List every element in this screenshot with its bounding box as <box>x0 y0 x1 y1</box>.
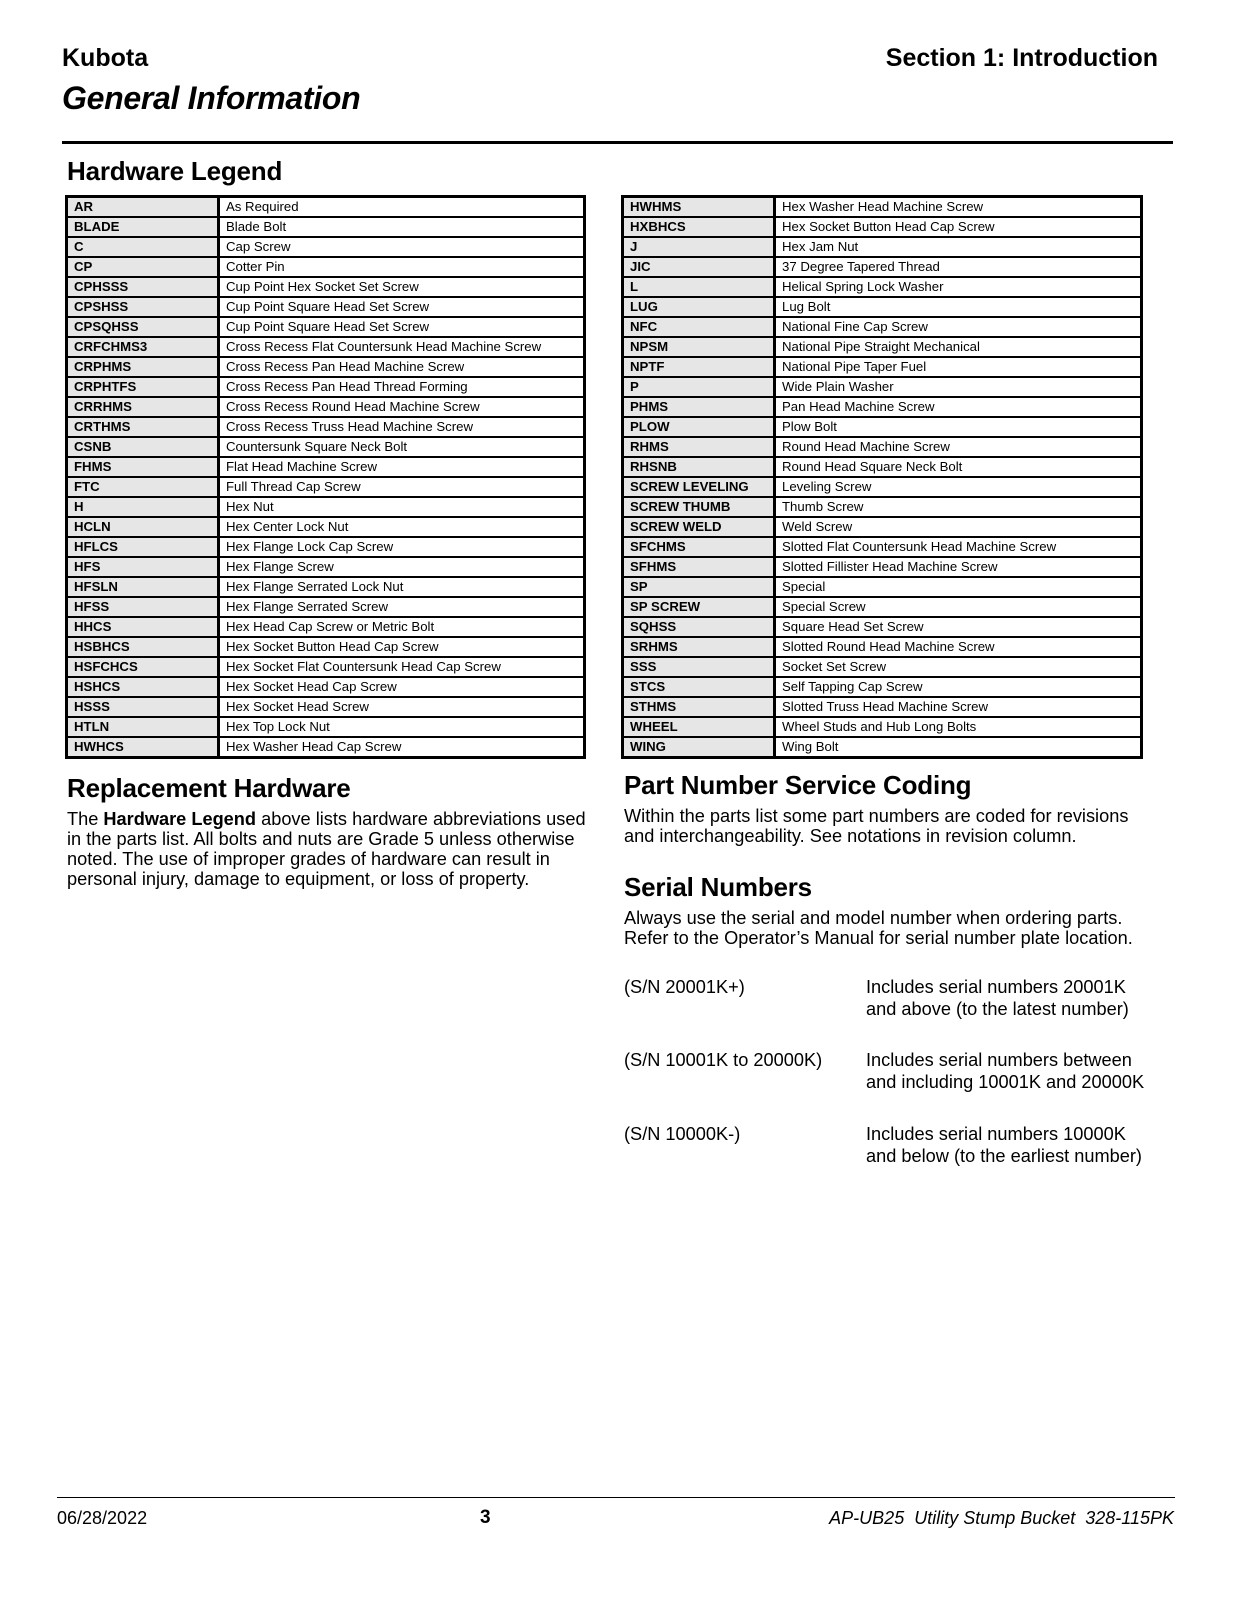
legend-row <box>67 417 585 437</box>
legend-abbreviation: NPSM <box>623 337 775 357</box>
serial-range: (S/N 10000K-) <box>624 1124 741 1144</box>
legend-description: Hex Center Lock Nut <box>219 517 585 537</box>
legend-row <box>67 237 585 257</box>
legend-abbreviation: HFS <box>67 557 219 577</box>
legend-description: Cap Screw <box>219 237 585 257</box>
legend-description: Flat Head Machine Screw <box>219 457 585 477</box>
legend-row <box>623 557 1142 577</box>
legend-row <box>623 697 1142 717</box>
legend-description: 37 Degree Tapered Thread <box>775 257 1142 277</box>
legend-row <box>623 457 1142 477</box>
legend-row <box>623 277 1142 297</box>
serial-description: Includes serial numbers between and including 10001K and 20000K <box>866 1050 1145 1092</box>
legend-abbreviation: HFSLN <box>67 577 219 597</box>
part-number-coding-text: Within the parts list some part numbers are coded for revisions and interchangeability. See notations in revision column. <box>624 806 1129 846</box>
legend-row <box>623 657 1142 677</box>
header-divider <box>62 141 1173 144</box>
legend-description: Hex Flange Lock Cap Screw <box>219 537 585 557</box>
legend-abbreviation: LUG <box>623 297 775 317</box>
legend-abbreviation: P <box>623 377 775 397</box>
hardware-legend-table-right <box>621 195 1143 759</box>
legend-row <box>67 657 585 677</box>
legend-description: Self Tapping Cap Screw <box>775 677 1142 697</box>
footer-divider <box>57 1497 1175 1498</box>
legend-abbreviation: CRPHMS <box>67 357 219 377</box>
legend-row <box>67 617 585 637</box>
replacement-hardware-heading: Replacement Hardware <box>67 773 351 803</box>
legend-row <box>67 337 585 357</box>
legend-description: Thumb Screw <box>775 497 1142 517</box>
legend-description: Countersunk Square Neck Bolt <box>219 437 585 457</box>
legend-description: Cross Recess Flat Countersunk Head Machine Screw <box>219 337 585 357</box>
legend-abbreviation: HTLN <box>67 717 219 737</box>
legend-abbreviation: PHMS <box>623 397 775 417</box>
legend-row <box>67 737 585 758</box>
legend-row <box>623 717 1142 737</box>
legend-row <box>623 637 1142 657</box>
legend-abbreviation: SRHMS <box>623 637 775 657</box>
legend-abbreviation: FTC <box>67 477 219 497</box>
serial-numbers-text: Always use the serial and model number when ordering parts. Refer to the Operator’s Manual for serial number plate location. <box>624 908 1133 948</box>
legend-description: Hex Nut <box>219 497 585 517</box>
legend-description: Leveling Screw <box>775 477 1142 497</box>
legend-abbreviation: SCREW WELD <box>623 517 775 537</box>
legend-description: Full Thread Cap Screw <box>219 477 585 497</box>
legend-description: Hex Socket Head Screw <box>219 697 585 717</box>
legend-abbreviation: SP <box>623 577 775 597</box>
legend-row <box>67 457 585 477</box>
legend-row <box>67 637 585 657</box>
legend-row <box>623 397 1142 417</box>
legend-description: Hex Flange Screw <box>219 557 585 577</box>
legend-abbreviation: SCREW LEVELING <box>623 477 775 497</box>
legend-row <box>623 537 1142 557</box>
legend-row <box>67 357 585 377</box>
legend-row <box>623 577 1142 597</box>
legend-description: National Pipe Taper Fuel <box>775 357 1142 377</box>
legend-abbreviation: SCREW THUMB <box>623 497 775 517</box>
page-title: General Information <box>62 80 361 116</box>
legend-abbreviation: C <box>67 237 219 257</box>
legend-row <box>623 257 1142 277</box>
legend-description: Pan Head Machine Screw <box>775 397 1142 417</box>
legend-description: Hex Jam Nut <box>775 237 1142 257</box>
legend-row <box>67 597 585 617</box>
legend-row <box>67 677 585 697</box>
hardware-legend-heading: Hardware Legend <box>67 156 283 186</box>
legend-description: Square Head Set Screw <box>775 617 1142 637</box>
legend-abbreviation: CP <box>67 257 219 277</box>
legend-description: Hex Washer Head Machine Screw <box>775 197 1142 218</box>
legend-abbreviation: CRPHTFS <box>67 377 219 397</box>
legend-description: Blade Bolt <box>219 217 585 237</box>
section-title: Section 1: Introduction <box>885 44 1158 72</box>
legend-abbreviation: HHCS <box>67 617 219 637</box>
legend-description: Cross Recess Pan Head Thread Forming <box>219 377 585 397</box>
legend-abbreviation: STHMS <box>623 697 775 717</box>
legend-row <box>67 277 585 297</box>
legend-description: Wing Bolt <box>775 737 1142 758</box>
legend-row <box>623 417 1142 437</box>
legend-abbreviation: WHEEL <box>623 717 775 737</box>
legend-abbreviation: HXBHCS <box>623 217 775 237</box>
legend-abbreviation: CPHSSS <box>67 277 219 297</box>
legend-row <box>67 217 585 237</box>
legend-description: National Fine Cap Screw <box>775 317 1142 337</box>
legend-abbreviation: CRRHMS <box>67 397 219 417</box>
legend-description: Hex Head Cap Screw or Metric Bolt <box>219 617 585 637</box>
legend-row <box>623 337 1142 357</box>
legend-description: Cross Recess Round Head Machine Screw <box>219 397 585 417</box>
legend-row <box>67 537 585 557</box>
legend-abbreviation: HSBHCS <box>67 637 219 657</box>
legend-abbreviation: RHSNB <box>623 457 775 477</box>
serial-description: Includes serial numbers 20001K and above (to the latest number) <box>866 977 1129 1019</box>
document-id: AP-UB25 Utility Stump Bucket 328-115PK <box>829 1508 1174 1528</box>
legend-row <box>623 497 1142 517</box>
legend-row <box>67 257 585 277</box>
legend-abbreviation: JIC <box>623 257 775 277</box>
legend-description: Slotted Round Head Machine Screw <box>775 637 1142 657</box>
legend-abbreviation: RHMS <box>623 437 775 457</box>
legend-description: Cup Point Square Head Set Screw <box>219 317 585 337</box>
legend-row <box>623 197 1142 218</box>
legend-row <box>623 517 1142 537</box>
part-number-coding-heading: Part Number Service Coding <box>624 770 972 800</box>
legend-row <box>67 297 585 317</box>
hardware-legend-table-left <box>65 195 586 759</box>
legend-description: Hex Flange Serrated Screw <box>219 597 585 617</box>
legend-row <box>67 397 585 417</box>
legend-description: Cup Point Hex Socket Set Screw <box>219 277 585 297</box>
legend-abbreviation: CRFCHMS3 <box>67 337 219 357</box>
legend-row <box>623 677 1142 697</box>
legend-abbreviation: L <box>623 277 775 297</box>
legend-abbreviation: HCLN <box>67 517 219 537</box>
legend-abbreviation: SSS <box>623 657 775 677</box>
legend-abbreviation: WING <box>623 737 775 758</box>
legend-row <box>623 617 1142 637</box>
legend-row <box>623 357 1142 377</box>
legend-description: Weld Screw <box>775 517 1142 537</box>
legend-abbreviation: HSHCS <box>67 677 219 697</box>
legend-description: Helical Spring Lock Washer <box>775 277 1142 297</box>
legend-abbreviation: SQHSS <box>623 617 775 637</box>
legend-abbreviation: BLADE <box>67 217 219 237</box>
serial-description: Includes serial numbers 10000K and below (to the earliest number) <box>866 1124 1142 1166</box>
legend-abbreviation: STCS <box>623 677 775 697</box>
legend-row <box>623 737 1142 758</box>
page-number: 3 <box>480 1507 491 1528</box>
serial-range: (S/N 20001K+) <box>624 977 745 997</box>
legend-row <box>67 517 585 537</box>
legend-description: Round Head Machine Screw <box>775 437 1142 457</box>
legend-abbreviation: CRTHMS <box>67 417 219 437</box>
replacement-hardware-text: The Hardware Legend above lists hardware abbreviations used in the parts list. All bolts and nuts are Grade 5 unless otherwise noted. The use of improper grades of hardware can result in personal injury, damage to equipment, or loss of property. <box>67 809 586 889</box>
legend-abbreviation: HWHMS <box>623 197 775 218</box>
legend-description: Slotted Fillister Head Machine Screw <box>775 557 1142 577</box>
legend-abbreviation: HSSS <box>67 697 219 717</box>
legend-description: Hex Top Lock Nut <box>219 717 585 737</box>
legend-abbreviation: HWHCS <box>67 737 219 758</box>
legend-description: Round Head Square Neck Bolt <box>775 457 1142 477</box>
legend-abbreviation: H <box>67 497 219 517</box>
legend-abbreviation: HSFCHCS <box>67 657 219 677</box>
legend-description: Wide Plain Washer <box>775 377 1142 397</box>
legend-description: As Required <box>219 197 585 218</box>
legend-abbreviation: CPSQHSS <box>67 317 219 337</box>
legend-row <box>623 237 1142 257</box>
legend-row <box>623 597 1142 617</box>
legend-abbreviation: PLOW <box>623 417 775 437</box>
legend-row <box>623 297 1142 317</box>
legend-abbreviation: AR <box>67 197 219 218</box>
legend-description: National Pipe Straight Mechanical <box>775 337 1142 357</box>
legend-description: Cotter Pin <box>219 257 585 277</box>
legend-row <box>67 377 585 397</box>
legend-row <box>623 377 1142 397</box>
serial-numbers-heading: Serial Numbers <box>624 872 812 902</box>
legend-row <box>623 317 1142 337</box>
legend-description: Socket Set Screw <box>775 657 1142 677</box>
legend-row <box>67 197 585 218</box>
brand-name: Kubota <box>62 44 149 72</box>
legend-description: Wheel Studs and Hub Long Bolts <box>775 717 1142 737</box>
legend-description: Cross Recess Pan Head Machine Screw <box>219 357 585 377</box>
legend-row <box>67 477 585 497</box>
legend-description: Hex Socket Button Head Cap Screw <box>775 217 1142 237</box>
legend-row <box>67 577 585 597</box>
legend-description: Hex Flange Serrated Lock Nut <box>219 577 585 597</box>
legend-row <box>67 497 585 517</box>
legend-description: Hex Socket Head Cap Screw <box>219 677 585 697</box>
legend-abbreviation: NFC <box>623 317 775 337</box>
legend-abbreviation: SP SCREW <box>623 597 775 617</box>
legend-row <box>67 437 585 457</box>
footer-date: 06/28/2022 <box>57 1508 148 1528</box>
legend-abbreviation: NPTF <box>623 357 775 377</box>
legend-description: Hex Socket Button Head Cap Screw <box>219 637 585 657</box>
legend-description: Slotted Flat Countersunk Head Machine Screw <box>775 537 1142 557</box>
legend-description: Hex Socket Flat Countersunk Head Cap Screw <box>219 657 585 677</box>
legend-description: Special <box>775 577 1142 597</box>
legend-description: Plow Bolt <box>775 417 1142 437</box>
legend-abbreviation: SFCHMS <box>623 537 775 557</box>
legend-row <box>623 477 1142 497</box>
legend-abbreviation: J <box>623 237 775 257</box>
serial-range: (S/N 10001K to 20000K) <box>624 1050 823 1070</box>
legend-description: Lug Bolt <box>775 297 1142 317</box>
legend-abbreviation: HFLCS <box>67 537 219 557</box>
legend-abbreviation: SFHMS <box>623 557 775 577</box>
legend-row <box>67 717 585 737</box>
legend-row <box>623 217 1142 237</box>
legend-description: Hex Washer Head Cap Screw <box>219 737 585 758</box>
legend-row <box>67 557 585 577</box>
legend-description: Cross Recess Truss Head Machine Screw <box>219 417 585 437</box>
legend-abbreviation: HFSS <box>67 597 219 617</box>
legend-abbreviation: FHMS <box>67 457 219 477</box>
legend-row <box>67 697 585 717</box>
legend-abbreviation: CSNB <box>67 437 219 457</box>
legend-abbreviation: CPSHSS <box>67 297 219 317</box>
legend-description: Cup Point Square Head Set Screw <box>219 297 585 317</box>
legend-row <box>623 437 1142 457</box>
legend-description: Slotted Truss Head Machine Screw <box>775 697 1142 717</box>
legend-description: Special Screw <box>775 597 1142 617</box>
legend-row <box>67 317 585 337</box>
